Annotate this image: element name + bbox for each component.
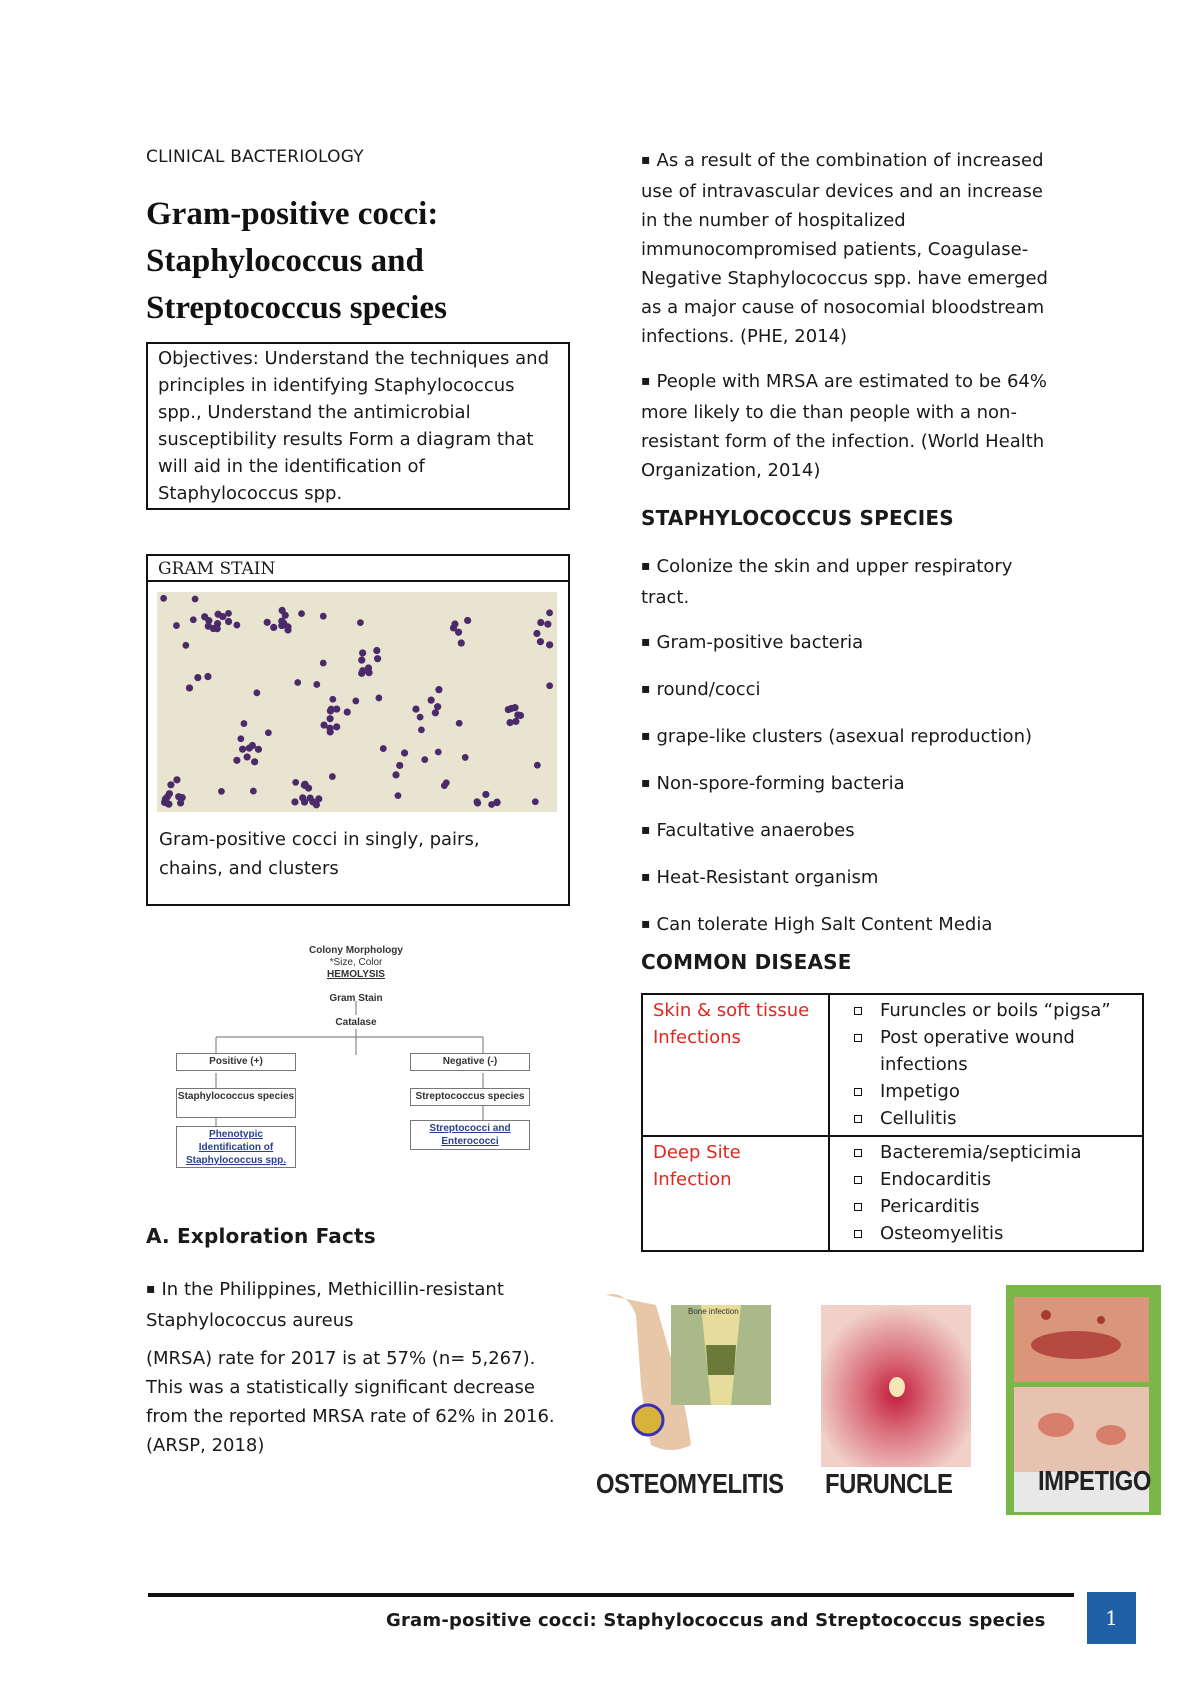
- coccus: [373, 647, 380, 654]
- coccus: [428, 697, 435, 704]
- coccus: [233, 757, 240, 764]
- coccus: [534, 762, 541, 769]
- coccus: [182, 642, 189, 649]
- coccus: [201, 613, 208, 620]
- staph-characteristics-list: [641, 552, 1061, 957]
- micrograph-image: [157, 592, 557, 812]
- coccus: [511, 704, 518, 711]
- osteomyelitis-caption: OSTEOMYELITIS: [596, 1468, 784, 1499]
- course-label: CLINICAL BACTERIOLOGY: [146, 147, 364, 167]
- coccus: [380, 745, 387, 752]
- coccus: [320, 613, 327, 620]
- list-item: Endocarditis: [880, 1166, 1132, 1193]
- objectives-text: Objectives: Understand the techniques and principles in identifying Staphylococcus spp., Understand the antimicrobial susceptibility results Form a diagram that will aid in the identification of Staphylococcus spp.: [158, 348, 549, 504]
- exploration-fact-1: ▪ In the Philippines, Methicillin-resistant Staphylococcus aureus: [146, 1275, 566, 1335]
- list-item: Impetigo: [880, 1078, 1132, 1105]
- coccus: [327, 707, 334, 714]
- list-item: ▪ Facultative anaerobes: [641, 816, 1061, 847]
- nosocomial-fact: ▪ As a result of the combination of increased use of intravascular devices and an increase in the number of hospitalized immunocompromised patients, Coagulase-Negative Staphylococcus spp. have emerged as a major cause of nosocomial bloodstream infections. (PHE, 2014): [641, 146, 1061, 351]
- gram-stain-box: [146, 582, 570, 906]
- coccus: [270, 624, 277, 631]
- coccus: [458, 639, 465, 646]
- coccus: [456, 720, 463, 727]
- coccus: [435, 749, 442, 756]
- coccus: [327, 728, 334, 735]
- coccus: [546, 682, 553, 689]
- coccus: [359, 649, 366, 656]
- coccus: [204, 673, 211, 680]
- coccus: [464, 617, 471, 624]
- coccus: [292, 779, 299, 786]
- coccus: [443, 779, 450, 786]
- coccus: [392, 771, 399, 778]
- page-number-badge: 1: [1087, 1592, 1136, 1644]
- furuncle-caption: FURUNCLE: [825, 1468, 953, 1499]
- list-item: ▪ Colonize the skin and upper respiratory tract.: [641, 552, 1061, 612]
- flow-strep-species: Streptococcus species: [410, 1088, 530, 1106]
- coccus: [210, 625, 217, 632]
- staph-species-heading: STAPHYLOCOCCUS SPECIES: [641, 506, 954, 530]
- coccus: [396, 762, 403, 769]
- coccus: [482, 791, 489, 798]
- flow-catalase: Catalase: [335, 1017, 377, 1028]
- coccus: [327, 715, 334, 722]
- coccus: [301, 781, 308, 788]
- coccus: [241, 720, 248, 727]
- coccus: [294, 679, 301, 686]
- flow-phenotypic-id: Phenotypic Identification of Staphylococcus spp.: [176, 1126, 296, 1168]
- coccus: [401, 749, 408, 756]
- gram-stain-label: GRAM STAIN: [146, 554, 570, 582]
- coccus: [375, 695, 382, 702]
- coccus: [255, 746, 262, 753]
- flow-positive: Positive (+): [176, 1053, 296, 1071]
- flow-hemolysis: HEMOLYSIS: [327, 969, 385, 980]
- coccus: [329, 773, 336, 780]
- coccus: [333, 723, 340, 730]
- coccus: [358, 657, 365, 664]
- coccus: [418, 726, 425, 733]
- flow-staph-species: Staphylococcus species: [176, 1088, 296, 1118]
- list-item: Osteomyelitis: [880, 1220, 1132, 1247]
- coccus: [278, 618, 285, 625]
- title-line-1: Gram-positive cocci:: [146, 196, 439, 232]
- gram-stain-caption: Gram-positive cocci in singly, pairs, chains, and clusters: [159, 829, 480, 879]
- list-item: Furuncles or boils “pigsa”: [880, 997, 1132, 1024]
- coccus: [374, 655, 381, 662]
- coccus: [517, 712, 524, 719]
- coccus: [284, 623, 291, 630]
- coccus: [250, 788, 257, 795]
- coccus: [194, 674, 201, 681]
- flow-colony-morphology: Colony Morphology: [309, 945, 403, 956]
- coccus: [173, 622, 180, 629]
- exploration-heading: A. Exploration Facts: [146, 1224, 376, 1248]
- coccus: [352, 698, 359, 705]
- identification-flowchart: [146, 925, 566, 1185]
- page-title: [146, 191, 586, 332]
- coccus: [291, 798, 298, 805]
- coccus: [313, 681, 320, 688]
- coccus: [434, 703, 441, 710]
- flow-strep-entero: Streptococci and Enterococci: [410, 1120, 530, 1150]
- list-item: Bacteremia/septicimia: [880, 1139, 1132, 1166]
- coccus: [462, 754, 469, 761]
- title-line-3: Streptococcus species: [146, 290, 447, 326]
- disease-table: [641, 993, 1144, 1252]
- coccus: [225, 618, 232, 625]
- coccus: [190, 616, 197, 623]
- flow-gram-stain: Gram Stain: [329, 993, 383, 1004]
- coccus: [344, 708, 351, 715]
- mrsa-mortality-fact: ▪ People with MRSA are estimated to be 64% more likely to die than people with a non-resistant form of the infection. (World Health Organization, 2014): [641, 367, 1051, 485]
- coccus: [537, 638, 544, 645]
- flow-negative: Negative (-): [410, 1053, 530, 1071]
- coccus: [537, 619, 544, 626]
- impetigo-caption: IMPETIGO: [1038, 1465, 1151, 1496]
- coccus: [417, 714, 424, 721]
- coccus: [544, 621, 551, 628]
- coccus: [357, 619, 364, 626]
- coccus: [299, 794, 306, 801]
- coccus: [192, 596, 199, 603]
- list-item: Cellulitis: [880, 1105, 1132, 1132]
- coccus: [546, 641, 553, 648]
- coccus: [365, 664, 372, 671]
- objectives-box: [146, 342, 570, 510]
- list-item: Post operative wound infections: [880, 1024, 1132, 1078]
- flow-size-color: *Size, Color: [329, 957, 383, 968]
- disease-items-cell: [829, 1136, 1143, 1251]
- table-row: [642, 1136, 1143, 1251]
- coccus: [421, 756, 428, 763]
- coccus: [329, 696, 336, 703]
- coccus: [173, 776, 180, 783]
- coccus: [264, 619, 271, 626]
- coccus: [474, 798, 481, 805]
- footer-title: Gram-positive cocci: Staphylococcus and Streptococcus species: [386, 1610, 1046, 1631]
- coccus: [265, 729, 272, 736]
- coccus: [307, 795, 314, 802]
- coccus: [167, 781, 174, 788]
- coccus: [251, 758, 258, 765]
- list-item: ▪ Gram-positive bacteria: [641, 628, 1061, 659]
- coccus: [546, 609, 553, 616]
- coccus: [395, 792, 402, 799]
- list-item: Pericarditis: [880, 1193, 1132, 1220]
- exploration-fact-2: (MRSA) rate for 2017 is at 57% (n= 5,267). This was a statistically significant decrease from the reported MRSA rate of 62% in 2016. (ARSP, 2018): [146, 1348, 555, 1456]
- furuncle-image: [821, 1305, 971, 1467]
- coccus: [244, 753, 251, 760]
- list-item: ▪ grape-like clusters (asexual reproduction): [641, 722, 1061, 753]
- coccus: [246, 745, 253, 752]
- footer-rule: [148, 1593, 1074, 1597]
- table-row: [642, 994, 1143, 1136]
- list-item: ▪ Heat-Resistant organism: [641, 863, 1061, 894]
- coccus: [532, 798, 539, 805]
- disease-items-cell: [829, 994, 1143, 1136]
- coccus: [333, 705, 340, 712]
- coccus: [186, 684, 193, 691]
- coccus: [253, 689, 260, 696]
- coccus: [233, 622, 240, 629]
- coccus: [450, 624, 457, 631]
- coccus: [298, 610, 305, 617]
- coccus: [488, 801, 495, 808]
- list-item: ▪ Can tolerate High Salt Content Media: [641, 910, 1061, 941]
- coccus: [218, 788, 225, 795]
- coccus: [225, 610, 232, 617]
- common-disease-heading: COMMON DISEASE: [641, 950, 852, 974]
- coccus: [164, 793, 171, 800]
- list-item: ▪ Non-spore-forming bacteria: [641, 769, 1061, 800]
- clinical-images-figure: [596, 1285, 1161, 1515]
- coccus: [320, 660, 327, 667]
- coccus: [279, 607, 286, 614]
- title-line-2: Staphylococcus and: [146, 243, 424, 279]
- list-item: ▪ round/cocci: [641, 675, 1061, 706]
- disease-category: Skin & soft tissue Infections: [642, 994, 829, 1136]
- coccus: [358, 670, 365, 677]
- bone-infection-label: Bone infection: [688, 1307, 739, 1316]
- coccus: [237, 735, 244, 742]
- coccus: [533, 630, 540, 637]
- disease-category: Deep Site Infection: [642, 1136, 829, 1251]
- coccus: [239, 746, 246, 753]
- coccus: [179, 794, 186, 801]
- coccus: [435, 686, 442, 693]
- coccus: [512, 718, 519, 725]
- coccus: [160, 595, 167, 602]
- coccus: [412, 705, 419, 712]
